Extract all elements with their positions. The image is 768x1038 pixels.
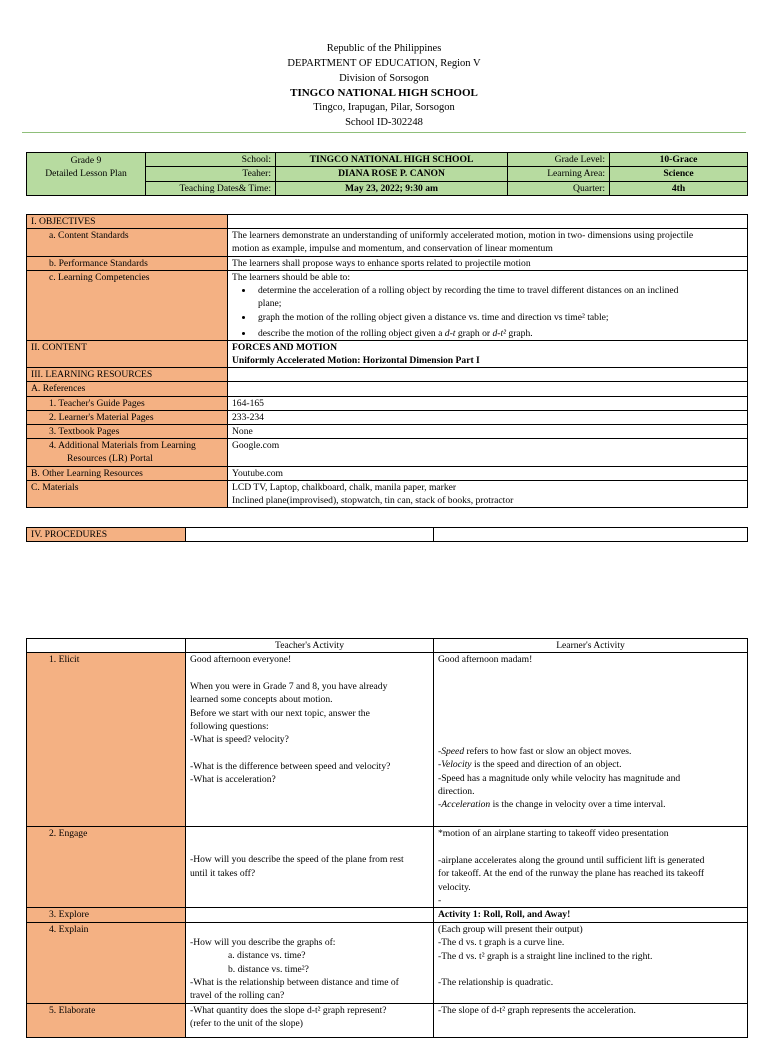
competency-item	[254, 327, 743, 340]
competency-3-mid: graph or	[455, 327, 493, 339]
school-value: TINGCO NATIONAL HIGH SCHOOL	[276, 153, 508, 167]
elicit-t8: -What is acceleration?	[190, 774, 276, 786]
learning-area-value: Science	[610, 167, 748, 181]
elaborate-label: 5. Elaborate	[27, 1003, 186, 1037]
grade-plan-cell	[27, 153, 146, 196]
explain-l1: (Each group will present their output)	[438, 923, 583, 935]
learners-material-value: 233-234	[228, 410, 748, 424]
procedures-heading: IV. PROCEDURES	[27, 528, 186, 542]
learning-competencies-value	[228, 270, 748, 340]
competencies-list	[232, 284, 743, 340]
teacher-label: Teaher:	[146, 167, 276, 181]
explain-t3: b. distance vs. time²?	[228, 963, 309, 975]
references-label: A. References	[27, 382, 228, 396]
elicit-t3: learned some concepts about motion.	[190, 694, 333, 706]
elaborate-t2: (refer to the unit of the slope)	[190, 1018, 303, 1030]
elicit-t2: When you were in Grade 7 and 8, you have already	[190, 680, 388, 692]
lr-portal-label	[27, 439, 228, 466]
quarter-label: Quarter:	[508, 181, 610, 195]
header-department: DEPARTMENT OF EDUCATION, Region V	[287, 57, 481, 69]
references-blank	[228, 382, 748, 396]
explain-t1: -How will you describe the graphs of:	[190, 936, 336, 948]
teacher-activity-header: Teacher's Activity	[186, 639, 434, 653]
procedures-blank-1	[186, 528, 434, 542]
teachers-guide-label: 1. Teacher's Guide Pages	[27, 396, 228, 410]
other-resources-value: Youtube.com	[228, 466, 748, 480]
learners-material-label: 2. Learner's Material Pages	[27, 410, 228, 424]
other-resources-label: B. Other Learning Resources	[27, 466, 228, 480]
explore-learner: Activity 1: Roll, Roll, and Away!	[434, 908, 748, 922]
elicit-t6: -What is speed? velocity?	[190, 734, 289, 746]
grade-label: Grade 9	[70, 155, 102, 166]
resources-heading: III. LEARNING RESOURCES	[27, 368, 228, 382]
engage-l2: -airplane accelerates along the ground until sufficient lift is generated	[438, 854, 705, 866]
header-republic: Republic of the Philippines	[326, 43, 442, 54]
engage-l1: *motion of an airplane starting to takeoff video presentation	[438, 828, 669, 840]
engage-label: 2. Engage	[27, 827, 186, 908]
elicit-t5: following questions:	[190, 721, 269, 733]
competency-1-line2: plane;	[258, 298, 282, 310]
spacer	[438, 667, 743, 745]
header-division: Division of Sorsogon	[339, 72, 429, 84]
materials-value	[228, 480, 748, 507]
explain-t2: a. distance vs. time?	[228, 950, 306, 962]
elicit-l1: Good afternoon madam!	[438, 654, 533, 666]
explain-learner	[434, 922, 748, 1003]
spacer	[190, 923, 429, 936]
procedures-table	[26, 527, 748, 542]
elaborate-teacher	[186, 1003, 434, 1037]
competencies-intro: The learners should be able to:	[232, 271, 351, 283]
elicit-l6-em: Acceleration	[441, 799, 491, 811]
activity-corner	[27, 639, 186, 653]
content-value	[228, 340, 748, 367]
materials-label: C. Materials	[27, 480, 228, 507]
competency-3-pre: describe the motion of the rolling object given a	[258, 327, 445, 339]
engage-teacher	[186, 827, 434, 908]
spacer	[438, 963, 743, 976]
content-heading: II. CONTENT	[27, 340, 228, 367]
elicit-l2-em: Speed	[441, 745, 465, 757]
lr-portal-label-line1: 4. Additional Materials from Learning	[49, 440, 196, 452]
competency-1-line1: • determine the acceleration of a rolling object by recording the time to travel different distances on an inclined	[258, 285, 679, 297]
lr-portal-label-line2: Resources (LR) Portal	[67, 453, 153, 465]
content-standards-line2: motion as example, impulse and momentum, and conservation of linear momentum	[232, 243, 553, 255]
spacer	[438, 841, 743, 854]
engage-t2: until it takes off?	[190, 867, 256, 879]
explain-t4: -What is the relationship between distance and time of	[190, 977, 399, 989]
engage-learner	[434, 827, 748, 908]
grade-level-label: Grade Level:	[508, 153, 610, 167]
resources-heading-blank	[228, 368, 748, 382]
spacer	[190, 827, 429, 853]
elicit-l2-text: refers to how fast or slow an object moves.	[464, 745, 632, 757]
info-table	[26, 152, 748, 196]
plan-label: Detailed Lesson Plan	[45, 168, 127, 179]
explore-teacher	[186, 908, 434, 922]
elicit-t4: Before we start with our next topic, answer the	[190, 707, 370, 719]
procedures-blank-2	[434, 528, 748, 542]
engage-l5: -	[438, 895, 442, 907]
learning-area-label: Learning Area:	[508, 167, 610, 181]
textbook-label: 3. Textbook Pages	[27, 425, 228, 439]
header-divider	[22, 132, 746, 133]
explain-l4: -The relationship is quadratic.	[438, 977, 554, 989]
elicit-l5: direction.	[438, 786, 475, 798]
elicit-l6-text: is the change in velocity over a time interval.	[490, 799, 666, 811]
explain-teacher	[186, 922, 434, 1003]
elicit-teacher	[186, 653, 434, 827]
quarter-value: 4th	[610, 181, 748, 195]
explain-l2: -The d vs. t graph is a curve line.	[438, 937, 565, 949]
activity-table	[26, 638, 748, 1038]
engage-l3: for takeoff. At the end of the runway the plane has reached its takeoff	[438, 868, 705, 880]
school-label: School:	[146, 153, 276, 167]
elicit-t7: -What is the difference between speed and velocity?	[190, 760, 391, 772]
materials-line2: Inclined plane(improvised), stopwatch, tin can, stack of books, protractor	[232, 495, 514, 507]
spacer	[190, 667, 429, 680]
content-standards-value	[228, 229, 748, 256]
elaborate-learner: -The slope of d-t² graph represents the acceleration.	[434, 1003, 748, 1037]
date-value: May 23, 2022; 9:30 am	[276, 181, 508, 195]
header-school-id: School ID-302248	[345, 116, 423, 128]
competency-3-dt2: d-t²	[492, 327, 507, 339]
elicit-learner	[434, 653, 748, 827]
lr-portal-value: Google.com	[228, 439, 748, 466]
elaborate-t1: -What quantity does the slope d-t² graph represent?	[190, 1004, 387, 1016]
elicit-l3-text: is the speed and direction of an object.	[471, 759, 622, 771]
learner-activity-header: Learner's Activity	[434, 639, 748, 653]
grade-level-value: 10-Grace	[610, 153, 748, 167]
performance-standards-value: The learners shall propose ways to enhance sports related to projectile motion	[228, 256, 748, 270]
engage-l4: velocity.	[438, 881, 471, 893]
textbook-value: None	[228, 425, 748, 439]
spacer	[190, 747, 429, 760]
header-address: Tingco, Irapugan, Pilar, Sorsogon	[313, 102, 455, 114]
document-header	[0, 42, 768, 131]
materials-line1: LCD TV, Laptop, chalkboard, chalk, manila paper, marker	[232, 481, 457, 493]
elicit-l3: -Velocity is the speed and direction of an object.	[438, 759, 622, 771]
objectives-heading-blank	[228, 215, 748, 229]
objectives-table	[26, 214, 748, 508]
elicit-l4: -Speed has a magnitude only while velocity has magnitude and	[438, 772, 681, 784]
objectives-heading: I. OBJECTIVES	[27, 215, 228, 229]
elicit-l3-em: Velocity	[441, 759, 472, 771]
explain-l3: -The d vs. t² graph is a straight line inclined to the right.	[438, 950, 653, 962]
elicit-label: 1. Elicit	[27, 653, 186, 827]
learning-competencies-label: c. Learning Competencies	[27, 270, 228, 340]
teacher-value: DIANA ROSE P. CANON	[276, 167, 508, 181]
header-school-name: TINGCO NATIONAL HIGH SCHOOL	[290, 87, 478, 100]
elicit-l6: -Acceleration is the change in velocity over a time interval.	[438, 799, 666, 811]
teachers-guide-value: 164-165	[228, 396, 748, 410]
date-label: Teaching Dates& Time:	[146, 181, 276, 195]
content-standards-line1: The learners demonstrate an understanding of uniformly accelerated motion, motion in two- dimensions using projectile	[232, 230, 694, 242]
competency-3-post: graph.	[506, 327, 533, 339]
explain-t5: travel of the rolling can?	[190, 990, 285, 1002]
explain-label: 4. Explain	[27, 922, 186, 1003]
engage-t1: -How will you describe the speed of the plane from rest	[190, 854, 404, 866]
content-standards-label: a. Content Standards	[27, 229, 228, 256]
explore-label: 3. Explore	[27, 908, 186, 922]
competency-item	[254, 284, 743, 310]
content-subtopic: Uniformly Accelerated Motion: Horizontal Dimension Part I	[232, 355, 480, 367]
competency-item: • graph the motion of the rolling object given a distance vs. time and direction vs time² table;	[254, 311, 743, 324]
competency-3-dt: d-t	[444, 327, 456, 339]
elicit-l2: -Speed refers to how fast or slow an object moves.	[438, 745, 632, 757]
performance-standards-label: b. Performance Standards	[27, 256, 228, 270]
content-topic: FORCES AND MOTION	[232, 341, 338, 353]
elicit-t1: Good afternoon everyone!	[190, 654, 292, 666]
